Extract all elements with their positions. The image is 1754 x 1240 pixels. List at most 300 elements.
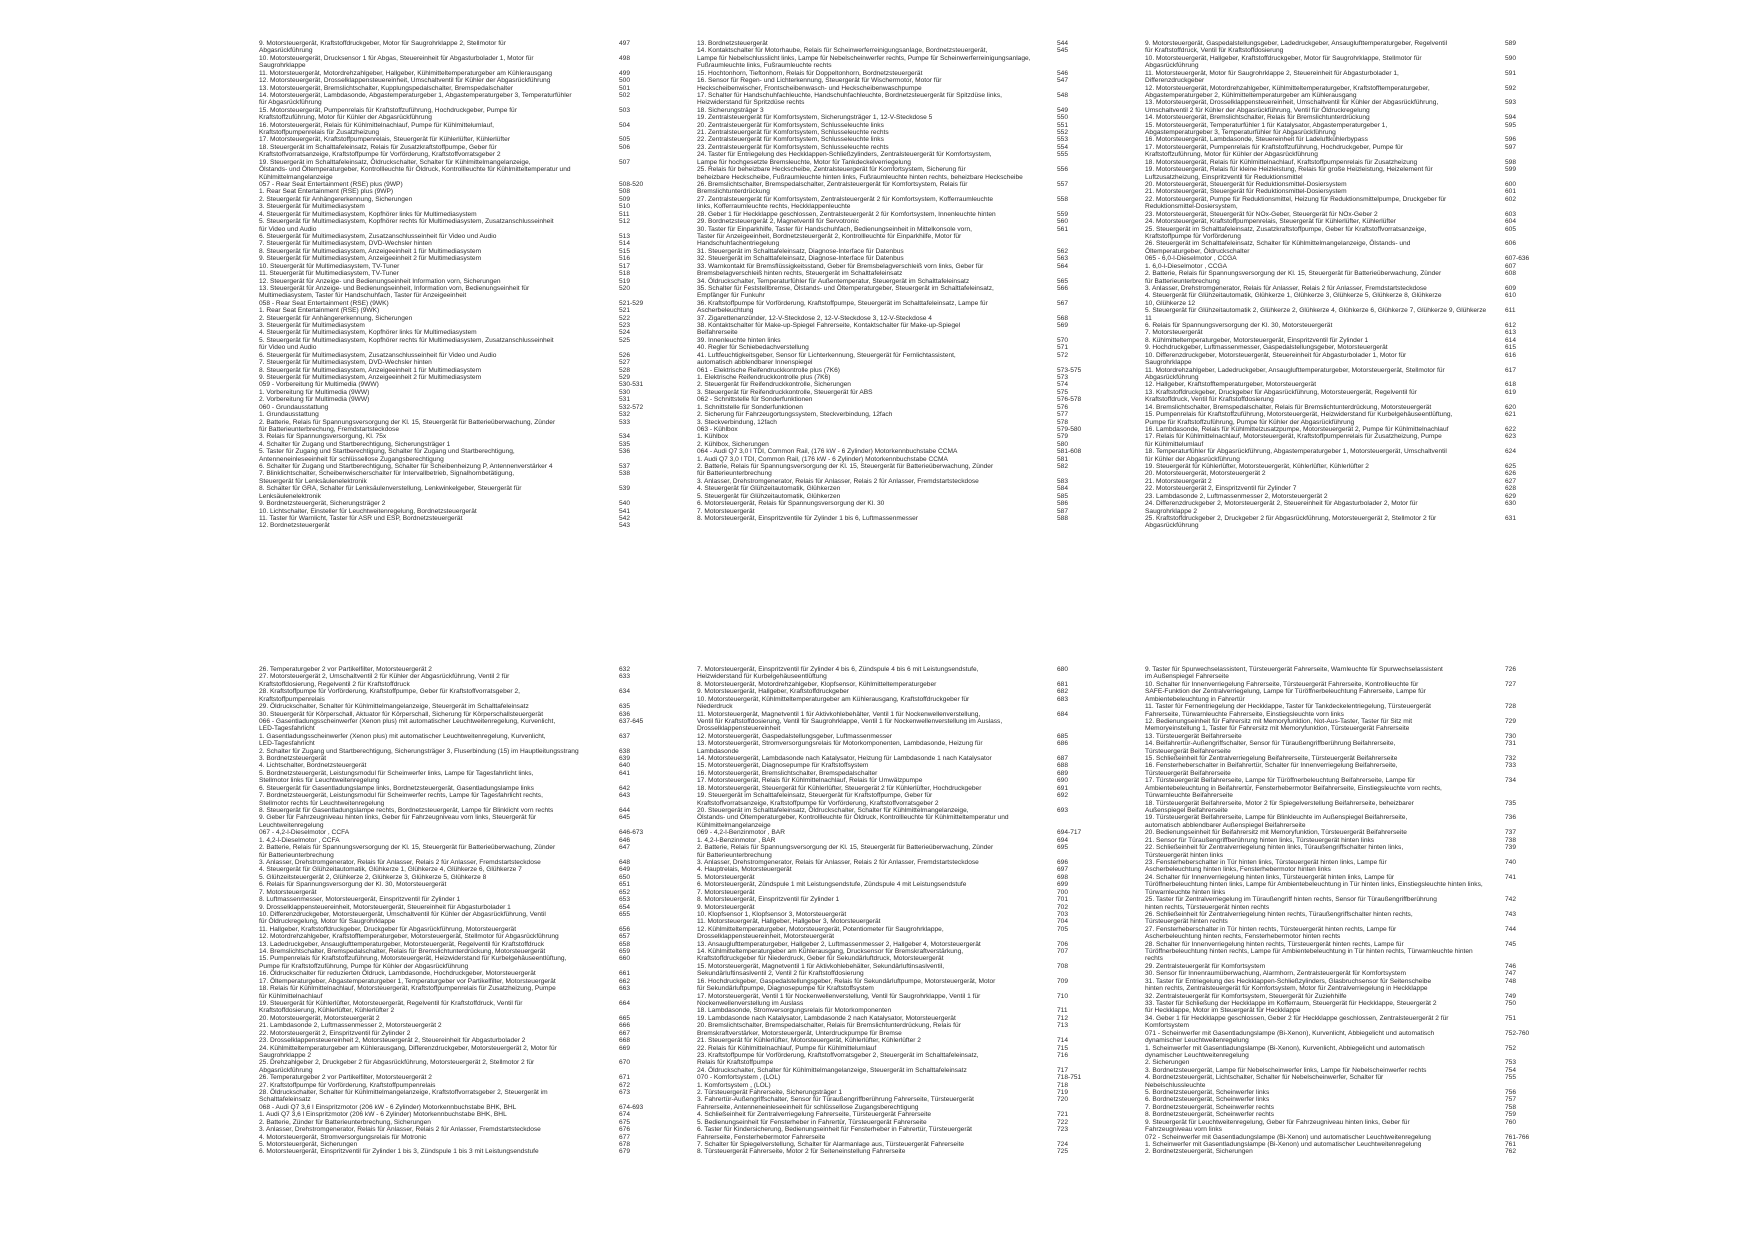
toc-entry-text-continued: Ascherbeleuchtung hinten links, Fensterhebermotor hinten links — [1145, 866, 1331, 874]
toc-entry-title — [697, 926, 1039, 941]
toc-entry — [697, 785, 1099, 792]
toc-page-number: 587 — [1057, 507, 1069, 515]
toc-entry-text: 17. Schalter für Handschuhfachleuchte, Handschuhfachleuchte, Bordnetzsteuergerät für Spitzdüse links, — [697, 91, 1002, 99]
toc-entry — [1145, 448, 1547, 463]
toc-entry — [697, 1148, 1099, 1155]
toc-entry-text: 4. Steuergerät für Glühzeitautomatik, Glühkerze 1, Glühkerze 3, Glühkerze 5, Glühkerze 8, Glühkerze — [1145, 292, 1442, 300]
toc-entry-text: 25. Relais für beheizbare Heckscheibe, Zentralsteuergerät für Komfortsystem, Sicherung für — [697, 166, 966, 174]
toc-page-number: 727 — [1505, 680, 1517, 688]
toc-entry — [259, 485, 661, 500]
toc-entry-title — [697, 381, 1039, 388]
toc-entry-text: 21. Zentralsteuergerät für Komfortsystem, Schlusseleuchte rechts — [697, 129, 889, 137]
toc-entry — [1145, 188, 1547, 195]
toc-entry — [697, 926, 1099, 941]
toc-entry-text: 15. Motorsteuergerät, Diagnosepumpe für Kraftstoffsystem — [697, 762, 869, 770]
toc-entry-title — [1145, 762, 1487, 777]
toc-entry-title — [1145, 292, 1487, 307]
toc-page-number: 576 — [1057, 403, 1069, 411]
toc-entry — [697, 144, 1099, 151]
toc-page-number: 528 — [619, 366, 631, 374]
toc-entry — [1145, 703, 1547, 718]
toc-entry-text: 19. Steuergerät für Kühlerlüfter, Motorsteuergerät, Kühlerlüfter, Kühlerlüfter 2 — [1145, 463, 1369, 471]
toc-entry-text: 27. Fensterheberschalter in Tür hinten rechts, Türsteuergerät hinten rechts, Lampe für — [1145, 925, 1397, 933]
toc-entry-text-continued: Abgastemperaturgeber 2, Kühlmitteltemperaturgeber am Kühlerausgang — [1145, 91, 1357, 99]
toc-page-number: 755 — [1505, 1074, 1517, 1082]
toc-entry-text: 1. Rear Seat Entertainment (RSE) (9WK) — [259, 307, 380, 315]
toc-entry-title — [259, 1037, 601, 1044]
toc-entry-text: 17. Türsteuergerät Beifahrerseite, Lampe für Türöffnerbeleuchtung Beifahrerseite, Lampe für — [1145, 777, 1416, 785]
toc-page-number: 635 — [619, 703, 631, 711]
toc-entry-text-continued: Steuergerät für Lenksäulenelektronik — [259, 477, 367, 485]
toc-entry-text-continued: Kraftstoffdosierung, Regelventil 2 für Kraftstoffdruck — [259, 680, 410, 688]
toc-entry-text-continued: für Heckklappe, Motor im Steuergerät für Heckklappe — [1145, 1007, 1301, 1015]
toc-entry-title — [259, 181, 601, 188]
toc-page-number: 511 — [619, 210, 630, 218]
toc-entry-text-continued: Saugrohrklappe 2 — [259, 1051, 312, 1059]
toc-entry — [1145, 136, 1547, 143]
toc-entry — [697, 777, 1099, 784]
toc-entry-title — [259, 926, 601, 933]
toc-entry-title — [697, 248, 1039, 255]
toc-entry — [1145, 70, 1547, 85]
toc-entry-title — [697, 688, 1039, 695]
toc-entry-text-continued: Kraftstoffdruckgeber für Niederdruck, Geber für Sekundärluftdruck, Motorsteuergerät — [697, 955, 944, 963]
toc-entry-title — [259, 367, 601, 374]
toc-entry — [697, 285, 1099, 300]
toc-entry-text-continued: für Kühler der Abgasrückführung — [1145, 455, 1240, 463]
toc-entry-text-continued: 11 — [1145, 314, 1152, 322]
toc-entry-title — [1145, 352, 1487, 367]
toc-page-number: 518 — [619, 270, 631, 278]
toc-entry-text: 9. Steuergerät für Multimediasystem, Anzeigeeinheit 2 für Multimediasystem — [259, 373, 482, 381]
toc-entry — [259, 948, 661, 955]
toc-page-number: 651 — [619, 881, 631, 889]
toc-entry-text: 19. Zentralsteuergerät für Komfortsystem, Sicherungsträger 1, 12-V-Steckdose 5 — [697, 114, 933, 122]
toc-page-number: 653 — [619, 896, 631, 904]
toc-entry-title — [697, 948, 1039, 963]
toc-page-number: 602 — [1505, 195, 1517, 203]
toc-entry-text-continued: Drosselklappensteuereinheit, Motorsteuergerät — [697, 933, 835, 941]
toc-entry-title — [259, 896, 601, 903]
toc-entry-title — [697, 770, 1039, 777]
toc-entry — [697, 211, 1099, 218]
toc-page-number: 746 — [1505, 962, 1517, 970]
toc-entry-text-continued: 10, Glühkerze 12 — [1145, 299, 1196, 307]
toc-entry — [259, 367, 661, 374]
toc-entry-text: 5. Bordnetzsteuergerät, Scheinwerfer links — [1145, 1089, 1270, 1097]
toc-entry-text: 4. Steuergerät für Multimediasystem, Kopfhörer links für Multimediasystem — [259, 329, 477, 337]
toc-page-number: 749 — [1505, 992, 1517, 1000]
toc-page-number: 512 — [619, 218, 631, 226]
toc-entry-title — [1145, 470, 1487, 477]
toc-entry-text: 20. Zentralsteuergerät für Komfortsystem, Schlusseleuchte links — [697, 121, 884, 129]
toc-entry-text: 28. Kraftstoffpumpe für Vorförderung, Kraftstoffpumpe, Geber für Kraftstoffvorratsgeber 2, — [259, 688, 520, 696]
toc-entry-title — [1145, 800, 1487, 815]
toc-entry-text: 9. Motorsteuergerät, Kraftstoffdruckgeber, Motor für Saugrohrklappe 2, Stellmotor für — [259, 40, 506, 47]
toc-entry — [259, 881, 661, 888]
toc-entry — [259, 985, 661, 1000]
toc-entry — [259, 470, 661, 485]
toc-entry-text: 26. Schließeinheit für Zentralverriegelung hinten rechts, Türaußengriffschalter hinten rechts, — [1145, 910, 1413, 918]
toc-entry-title — [259, 463, 601, 470]
toc-entry-text: 23. Zentralsteuergerät für Komfortsystem, Schlusseleuchte rechts — [697, 143, 889, 151]
toc-entry — [259, 703, 661, 710]
toc-entry-text: 15. Pumpenrelais für Kraftstoffzuführung, Motorsteuergerät, Heizwiderstand für Kurbelgehäuseentlüftung, — [259, 955, 567, 963]
toc-entry-title — [697, 755, 1039, 762]
toc-entry-text: 24. Taster für Entriegelung des Heckklappen-Schließzylinders, Zentralsteuergerät für Komfortsystem, — [697, 151, 992, 159]
toc-entry — [1145, 55, 1547, 70]
toc-entry — [1145, 240, 1547, 255]
toc-entry-title — [697, 426, 1039, 433]
toc-page-number: 690 — [1057, 777, 1069, 785]
toc-entry — [259, 1037, 661, 1044]
toc-entry — [697, 1126, 1099, 1141]
toc-entry-text: 32. Zentralsteuergerät für Komfortsystem, Steuergerät für Zuziehhilfe — [1145, 992, 1347, 1000]
toc-entry-text-continued: LED-Tagesfahrlicht — [259, 725, 315, 733]
toc-entry — [697, 1141, 1099, 1148]
toc-entry-text: 22. Zentralsteuergerät für Komfortsystem, Schlusseleuchte links — [697, 136, 884, 144]
toc-entry-title — [697, 92, 1039, 107]
toc-entry-text: 8. Kühlmitteltemperaturgeber, Motorsteuergerät, Einspritzventil für Zylinder 1 — [1145, 336, 1369, 344]
toc-page-number: 758 — [1505, 1103, 1517, 1111]
toc-page-number: 550 — [1057, 114, 1069, 122]
toc-entry — [1145, 40, 1547, 55]
toc-entry-title — [697, 1052, 1039, 1067]
toc-page-number: 721 — [1057, 1111, 1069, 1119]
toc-entry — [697, 859, 1099, 866]
toc-page-number: 527 — [619, 359, 631, 367]
toc-page-number: 600 — [1505, 181, 1517, 189]
toc-entry — [1145, 740, 1547, 755]
toc-entry-text-continued: Heizwiderstand für Spritzdüse rechts — [697, 99, 805, 107]
toc-entry-text-continued: Komfortsystem — [1145, 1022, 1189, 1030]
toc-entry-text: 16. Motorsteuergerät, Bremslichtschalter, Bremspedalschalter — [697, 769, 878, 777]
toc-page-number: 573 — [1057, 373, 1069, 381]
toc-page-number: 630 — [1505, 500, 1517, 508]
toc-entry-title — [259, 889, 601, 896]
toc-page-number: 563 — [1057, 255, 1069, 263]
toc-entry — [259, 55, 661, 70]
toc-entry-title — [1145, 733, 1487, 740]
toc-entry-text: 4. Steuergerät für Multimediasystem, Kopfhörer links für Multimediasystem — [259, 210, 477, 218]
toc-entry-text: 1. Scheinwerfer mit Gasentladungslampe (Bi-Xenon), Kurvenlicht, Abbiegelicht und automatisch — [1145, 1044, 1425, 1052]
toc-page-number: 604 — [1505, 218, 1517, 226]
toc-entry — [1145, 263, 1547, 270]
toc-page-number: 542 — [619, 515, 631, 522]
toc-entry — [259, 1059, 661, 1074]
toc-entry-title — [697, 181, 1039, 196]
toc-entry-text: 8. Motorsteuergerät, Einspritzventile für Zylinder 1 bis 6, Luftmassenmesser — [697, 515, 918, 522]
toc-page-number: 725 — [1057, 1148, 1069, 1156]
toc-entry-text: 8. Luftmassenmesser, Motorsteuergerät, Einspritzventil für Zylinder 1 — [259, 896, 461, 904]
toc-entry-title — [1145, 70, 1487, 85]
toc-entry-text: 28. Geber 1 für Heckklappe geschlossen, Zentralsteuergerät 2 für Komfortsystem, Innenleuchte hinten — [697, 210, 996, 218]
toc-entry-title — [1145, 389, 1487, 404]
toc-entry — [1145, 911, 1547, 926]
toc-page-number: 694 — [1057, 836, 1069, 844]
toc-entry-title — [259, 307, 601, 314]
toc-entry-text: 4. Steuergerät für Glühzeitautomatik, Glühkerze 1, Glühkerze 4, Glühkerze 6, Glühkerze 7 — [259, 866, 522, 874]
toc-page-number: 669 — [619, 1044, 631, 1052]
toc-entry-text: 2. Sicherung für Fahrzeugortungssystem, Steckverbindung, 12fach — [697, 411, 893, 419]
toc-entry — [259, 933, 661, 940]
toc-entry-title — [697, 411, 1039, 418]
toc-entry-text: 30. Taster für Einparkhilfe, Taster für Handschuhfach, Bedienungseinheit in Mittelkonsole vorn, — [697, 225, 973, 233]
toc-page-number: 619 — [1505, 388, 1517, 396]
toc-entry-text: 4. Hauptrelais, Motorsteuergerät — [697, 866, 792, 874]
toc-entry-text: 9. Steuergerät für Leuchtweitenregelung, Geber für Fahrzeugniveau hinten links, Geber für — [1145, 1118, 1410, 1126]
toc-entry-text-continued: Türsteuergerät hinten rechts — [1145, 918, 1228, 926]
toc-entry — [259, 419, 661, 434]
toc-entry-text: 24. Motorsteuergerät, Kraftstoffpumpenrelais, Steuergerät für Kühlerlüfter, Kühlerlüfter — [1145, 218, 1396, 226]
toc-page-number: 716 — [1057, 1051, 1069, 1059]
toc-entry-text: 25. Drehzahlgeber 2, Druckgeber 2 für Abgasrückführung, Motorsteuergerät 2, Stellmotor 2 für — [259, 1059, 535, 1067]
toc-entry-text-continued: Kraftstoffpumpenrelais für Zusatzheizung — [259, 129, 380, 137]
toc-entry-text: 8. Bordnetzsteuergerät, Scheinwerfer rechts — [1145, 1111, 1275, 1119]
toc-page-number: 541 — [619, 507, 631, 515]
toc-entry — [259, 188, 661, 195]
toc-entry-title — [697, 666, 1039, 681]
toc-page-number: 717 — [1057, 1066, 1069, 1074]
toc-entry-title — [259, 211, 601, 218]
toc-page-number: 627 — [1505, 477, 1517, 485]
toc-entry-text: 36. Kraftstoffpumpe für Vorförderung, Kraftstoffpumpe, Steuergerät im Schalttafeleinsatz, Lampe für — [697, 299, 988, 307]
toc-entry — [1145, 344, 1547, 351]
toc-page-number: 744 — [1505, 925, 1517, 933]
toc-entry — [697, 374, 1099, 381]
toc-entry-text: 4. Steuergerät für Glühzeitautomatik, Glühkerzen — [697, 485, 841, 493]
toc-entry — [697, 344, 1099, 351]
toc-page-number: 601 — [1505, 188, 1517, 196]
toc-page-number: 586 — [1057, 500, 1069, 508]
toc-entry-text: 5. Glühzeitsteuergerät 2, Glühkerze 2, Glühkerze 3, Glühkerze 5, Glühkerze 8 — [259, 873, 487, 881]
toc-entry-title — [697, 1067, 1039, 1074]
toc-entry-text: 30. Sensor für Innenraumüberwachung, Alarmhorn, Zentralsteuergerät für Komfortsystem — [1145, 970, 1406, 978]
toc-entry — [1145, 166, 1547, 181]
toc-entry-title — [259, 711, 601, 718]
toc-entry-title — [1145, 263, 1487, 270]
toc-entry-text-continued: Ventil für Kraftstoffdosierung, Ventil für Saugrohrklappe, Ventil 1 für Nockenwellenverstellung im Auslass, Drosselklappensteuereinheit — [697, 717, 1003, 733]
toc-entry-text: 10. Motorsteuergerät, Hallgeber, Kraftstoffdruckgeber, Motor für Saugrohrklappe, Stellmotor für — [1145, 54, 1422, 62]
toc-entry — [1145, 844, 1547, 859]
toc-entry-text-continued: Leuchtweitenregelung — [259, 821, 324, 829]
toc-entry-text-continued: für Öldruckregelung, Motor für Saugrohrklappe — [259, 918, 396, 926]
toc-entry-text: 30. Steuergerät für Körperschall, Aktuator für Körperschall, Sicherung für Körperschallsteuergerät — [259, 710, 544, 718]
toc-entry-text: 14. Beifahrertür-Außengriffschalter, Sensor für Türaußengriffberührung Beifahrerseite, — [1145, 740, 1396, 748]
toc-entry-title — [697, 433, 1039, 440]
toc-page-number: 578 — [1057, 418, 1069, 426]
toc-entry — [697, 493, 1099, 500]
toc-entry-title — [259, 263, 601, 270]
toc-entry-text-continued: Saugrohrklappe — [259, 62, 306, 70]
toc-page-number: 566 — [1057, 284, 1069, 292]
toc-entry-title — [259, 1104, 601, 1111]
toc-page-number: 567 — [1057, 299, 1069, 307]
toc-entry-title — [697, 456, 1039, 463]
toc-entry-text: 3. Steuergerät für Multimediasystem — [259, 322, 365, 330]
toc-entry-text: 20. Motorsteuergerät, Motorsteuergerät 2 — [1145, 470, 1266, 478]
toc-entry-title — [259, 948, 601, 955]
toc-entry — [697, 844, 1099, 859]
toc-entry-title — [259, 389, 601, 396]
toc-entry — [259, 926, 661, 933]
toc-entry — [259, 441, 661, 448]
toc-entry-text: 19. Steuergerät im Schalttafeleinsatz, Steuergerät für Kraftstoffpumpe, Geber für — [697, 792, 933, 800]
toc-page-number: 663 — [619, 985, 631, 993]
toc-entry-text-continued: Abgasrückführung — [259, 47, 313, 55]
toc-entry — [259, 136, 661, 143]
toc-entry — [1145, 285, 1547, 292]
toc-entry — [1145, 993, 1547, 1000]
toc-page-number: 552 — [1057, 129, 1069, 137]
toc-entry-text: 6. Steuergerät für Multimediasystem, Zusatzanschlusseinheit für Video und Audio — [259, 351, 497, 359]
toc-entry-text: 12. Steuergerät für Anzeige- und Bedienungseinheit Information vorn, Sicherungen — [259, 277, 501, 285]
toc-entry-title — [259, 240, 601, 247]
toc-entry-text: 7. Motorsteuergerät — [1145, 329, 1203, 337]
toc-entry-text: 060 - Grundausstattung — [259, 403, 329, 411]
toc-entry-text: 15. Motorsteuergerät, Temperaturfühler 1 für Katalysator, Abgastemperaturgeber 1, — [1145, 121, 1388, 129]
toc-entry-title — [1145, 1045, 1487, 1060]
toc-entry — [1145, 85, 1547, 100]
toc-entry — [259, 122, 661, 137]
toc-page-number: 681 — [1057, 680, 1069, 688]
toc-entry — [697, 948, 1099, 963]
toc-entry — [697, 1074, 1099, 1081]
toc-entry-text: 1. Vorbereitung für Multimedia (9WW) — [259, 388, 370, 396]
toc-page-number: 719 — [1057, 1089, 1069, 1097]
toc-entry-title — [1145, 1104, 1487, 1111]
toc-page-number: 576-578 — [1057, 396, 1082, 404]
toc-entry-text: 12. Motorsteuergerät, Gaspedalstellungsgeber, Luftmassenmesser — [697, 732, 892, 740]
toc-page-number: 503 — [619, 106, 631, 114]
toc-entry-title — [697, 1141, 1039, 1148]
toc-entry — [697, 837, 1099, 844]
toc-entry-text: 8. Steuergerät für Multimediasystem, Anzeigeeinheit 1 für Multimediasystem — [259, 247, 482, 255]
toc-entry-text: 24. Schalter für Innenverriegelung hinten links, Türsteuergerät hinten links, Lampe für — [1145, 873, 1395, 881]
toc-entry-text: 11. Motorsteuergerät, Motor für Saugrohrklappe 2, Steuereinheit für Abgasturbolader 1, — [1145, 69, 1399, 77]
toc-entry-title — [259, 844, 601, 859]
toc-entry-text: 16. Fensterheberschalter in Beifahrertür, Schalter für Innenverriegelung Beifahrerseite, — [1145, 762, 1398, 770]
toc-page-number: 659 — [619, 948, 631, 956]
toc-entry-title — [697, 315, 1039, 322]
toc-entry — [697, 122, 1099, 129]
toc-page-number: 756 — [1505, 1089, 1517, 1097]
toc-page-number: 579 — [1057, 433, 1069, 441]
toc-entry-text-continued: Schalttafeleinsatz — [259, 1096, 311, 1104]
toc-entry-text: 29. Öldruckschalter, Schalter für Kühlmittelmangelanzeige, Steuergerät im Schalttafeleinsatz — [259, 703, 529, 711]
toc-entry-text-continued: hinten rechts, Türsteuergerät hinten rechts — [1145, 903, 1270, 911]
toc-entry-text: 5. Bedienungseinheit für Fensterheber in Fahrertür, Türsteuergerät Fahrerseite — [697, 1118, 927, 1126]
toc-page-number: 625 — [1505, 463, 1517, 471]
toc-page-number: 754 — [1505, 1066, 1517, 1074]
toc-entry-title — [259, 1119, 601, 1126]
toc-entry-text: 1. Audi Q7 3,6 l Einspritzmotor (206 kW - 6 Zylinder) Motorkennbuchstabe BHK, BHL — [259, 1111, 507, 1119]
toc-entry — [259, 1089, 661, 1104]
toc-entry — [1145, 337, 1547, 344]
toc-page-number: 540 — [619, 500, 631, 508]
toc-entry-title — [697, 896, 1039, 903]
toc-entry-title — [697, 859, 1039, 866]
toc-entry-text: 16. Hochdruckgeber, Gaspedalstellungsgeber, Relais für Sekundärluftpumpe, Motorsteuergerät, Motor — [697, 977, 996, 985]
toc-page-number: 537 — [619, 463, 631, 471]
toc-page-number: 759 — [1505, 1111, 1517, 1119]
toc-entry-title — [1145, 404, 1487, 411]
toc-page-number: 591 — [1505, 69, 1517, 77]
toc-entry-title — [259, 1059, 601, 1074]
toc-entry-title — [259, 688, 601, 703]
toc-entry-title — [259, 807, 601, 814]
toc-entry-text-continued: Öltemperaturgeber, Öldruckschalter — [1145, 247, 1250, 255]
toc-entry — [1145, 500, 1547, 515]
toc-page-number: 654 — [619, 903, 631, 911]
toc-entry-title — [697, 792, 1039, 807]
toc-entry-title — [1145, 367, 1487, 382]
toc-entry-text-continued: Abgasrückführung — [1145, 522, 1199, 530]
toc-entry-text: 6. Relais für Spannungsversorgung der Kl. 30, Motorsteuergerät — [1145, 322, 1333, 330]
toc-entry-text: 16. Öldruckschalter für reduzierten Öldruck, Lambdasonde, Hochdruckgeber, Motorsteuergerät — [259, 970, 536, 978]
toc-page-number: 728 — [1505, 703, 1517, 711]
toc-page-number: 743 — [1505, 910, 1517, 918]
toc-entry — [1145, 404, 1547, 411]
toc-entry-text-continued: Saugrohrklappe — [1145, 359, 1192, 367]
toc-entry — [259, 322, 661, 329]
toc-entry-text-continued: Relais für Kraftstoffpumpe — [697, 1059, 774, 1067]
toc-entry — [1145, 381, 1547, 388]
toc-entry-text-continued: Lambdasonde — [697, 747, 739, 755]
toc-entry-text-continued: links, Kofferraumleuchte rechts, Heckklappenleuchte — [697, 203, 851, 211]
toc-entry — [697, 807, 1099, 829]
toc-entry-text: 059 - Vorbereitung für Multimedia (9WW) — [259, 381, 379, 389]
toc-page-number: 629 — [1505, 492, 1517, 500]
toc-page-number: 647 — [619, 844, 631, 852]
toc-entry — [697, 1007, 1099, 1014]
toc-entry — [697, 114, 1099, 121]
toc-entry-text: 25. Steuergerät im Schalttafeleinsatz, Zusatzkraftstoffpumpe, Geber für Kraftstoffvorratsanzeige, — [1145, 225, 1427, 233]
toc-entry-title — [1145, 226, 1487, 241]
toc-entry-text: 6. Motorsteuergerät, Einspritzventil für Zylinder 1 bis 3, Zündspule 1 bis 3 mit Leistungsendstufe — [259, 1148, 539, 1156]
toc-entry-text: 3. Anlasser, Drehstromgenerator, Relais für Anlasser, Relais 2 für Anlasser, Fremdstartsteckdose — [697, 477, 979, 485]
toc-entry-title — [697, 263, 1039, 278]
toc-entry-text: 3. Fahrertür-Außengriffschalter, Sensor für Türaußengriffberührung Fahrerseite, Türsteuergerät — [697, 1096, 974, 1104]
toc-page-number: 696 — [1057, 858, 1069, 866]
toc-entry-text: 28. Öldruckschalter, Schalter für Kühlmittelmangelanzeige, Kraftstoffvorratsgeber 2, Steuergerät im — [259, 1089, 548, 1097]
toc-page-number: 514 — [619, 240, 631, 248]
toc-entry-text-continued: Beifahrerseite — [697, 329, 738, 337]
toc-entry-text: 33. Warnkontakt für Bremsflüssigkeitsstand, Geber für Bremsbelagverschleiß vorn links, Geber für — [697, 262, 984, 270]
toc-entry-title — [697, 837, 1039, 844]
toc-page-number: 692 — [1057, 792, 1069, 800]
toc-entry-text: 27. Kraftstoffpumpe für Vorförderung, Kraftstoffpumpenrelais — [259, 1081, 436, 1089]
toc-entry-title — [259, 941, 601, 948]
toc-entry — [259, 500, 661, 507]
toc-entry-title — [259, 40, 601, 55]
toc-entry-title — [1145, 829, 1487, 836]
toc-entry-title — [697, 963, 1039, 978]
toc-entry — [1145, 478, 1547, 485]
toc-page-number: 547 — [1057, 77, 1069, 85]
toc-entry — [697, 300, 1099, 315]
toc-entry-text: 18. Türsteuergerät Beifahrerseite, Motor 2 für Spiegelverstellung Beifahrerseite, beheizbarer — [1145, 799, 1414, 807]
toc-page-number: 705 — [1057, 925, 1069, 933]
toc-entry-title — [697, 829, 1039, 836]
toc-entry-text: 13. Kraftstoffdruckgeber, Druckgeber für Abgasrückführung, Motorsteuergerät, Regelventil für — [1145, 388, 1417, 396]
toc-entry — [259, 748, 661, 755]
toc-entry-title — [259, 92, 601, 107]
toc-entry-text: 16. Motorsteuergerät, Relais für Kühlmittelnachlauf, Pumpe für Kühlmittelumlauf, — [259, 121, 494, 129]
toc-entry-title — [1145, 718, 1487, 733]
toc-page-number: 508-520 — [619, 181, 644, 189]
toc-entry-text: 2. Batterie, Relais für Spannungsversorgung der Kl. 15, Steuergerät für Batterieüberwachung, Zünder — [1145, 270, 1442, 278]
